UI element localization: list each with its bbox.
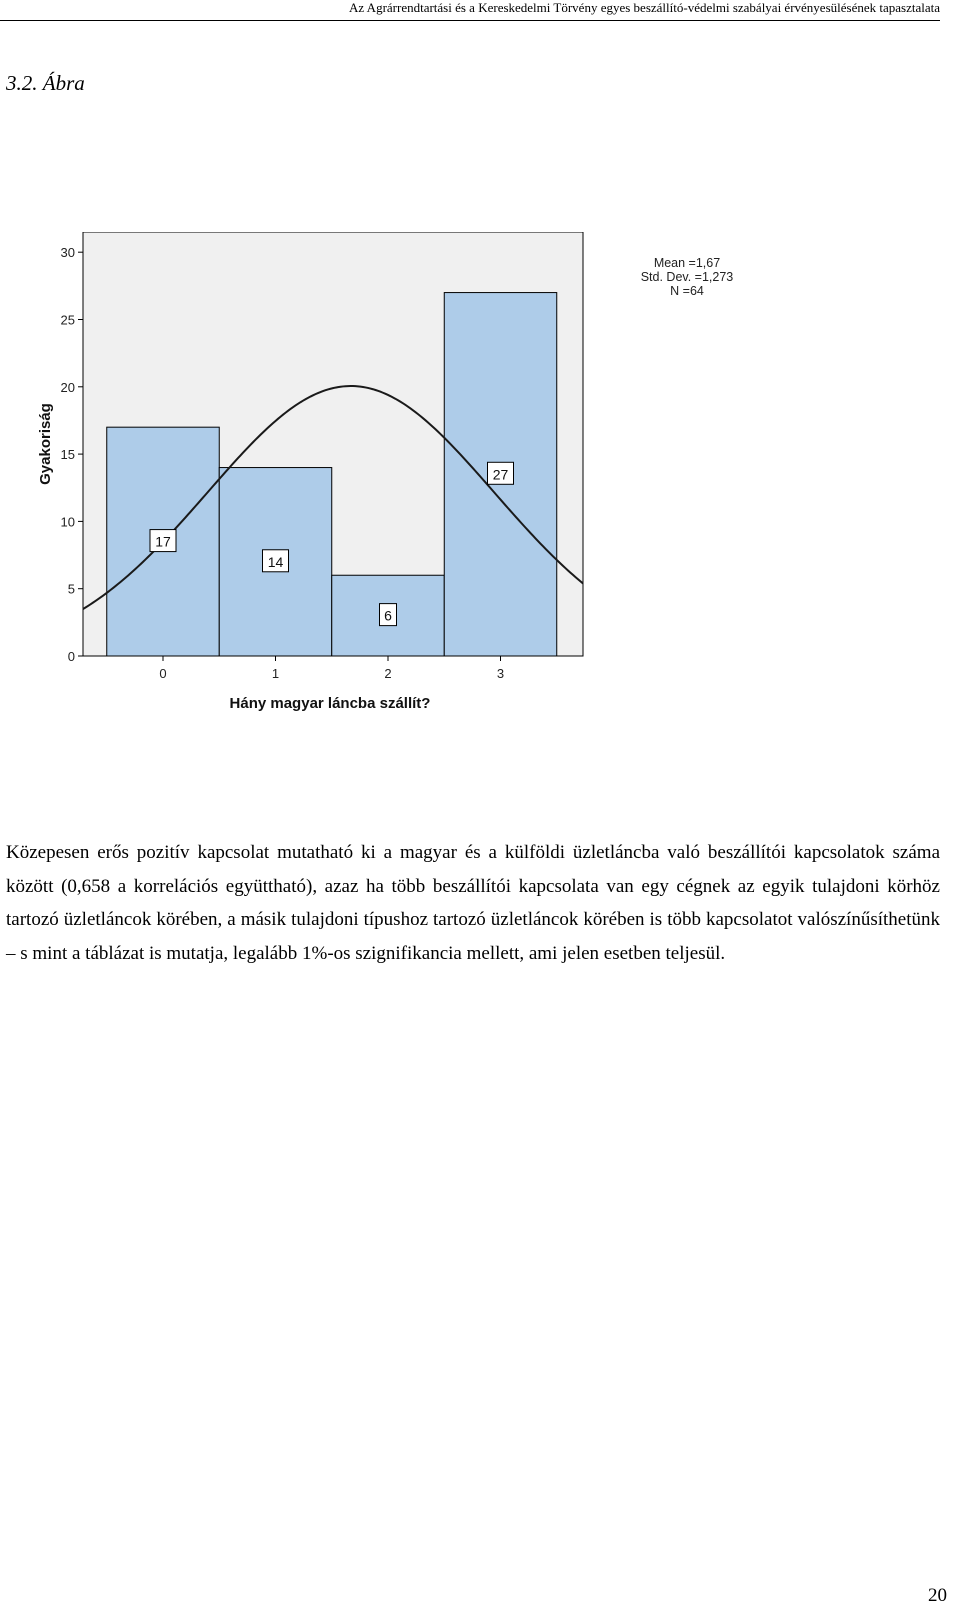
y-tick-label: 20 xyxy=(60,379,75,395)
figure-caption: 3.2. Ábra xyxy=(6,71,85,95)
body-paragraph: Közepesen erős pozitív kapcsolat mutatható ki a magyar és a külföldi üzletláncba való beszállítói kapcsolatok száma között (0,658 a korrelációs együttható), azaz ha több beszállítói kapcsolata van egy cégnek az egyik tulajdoni körhöz tartozó üzletláncok körében, a másik tulajdoni típushoz tartozó üzletláncok körében is több kapcsolatot valószínűsíthetünk – s mint a táblázat is mutatja, legalább 1%-os szignifikancia mellett, ami jelen esetben teljesül. xyxy=(6,842,940,964)
y-tick-label: 15 xyxy=(60,447,75,463)
data-label: 17 xyxy=(155,533,171,550)
running-header: Az Agrárrendtartási és a Kereskedelmi Törvény egyes beszállító-védelmi szabályai érvényesülésének tapasztalata xyxy=(0,0,940,21)
histogram-chart xyxy=(30,232,750,722)
y-tick-label: 25 xyxy=(60,312,75,328)
x-tick-label: 3 xyxy=(496,666,505,681)
stats-line: N =64 xyxy=(670,284,704,298)
page-number: 20 xyxy=(928,1585,947,1606)
stats-line: Mean =1,67 xyxy=(653,256,721,270)
stats-line: Std. Dev. =1,273 xyxy=(640,270,734,284)
y-axis-title: Gyakoriság xyxy=(37,403,54,485)
y-tick-label: 10 xyxy=(60,514,75,530)
y-axis xyxy=(61,245,83,664)
y-tick-label: 0 xyxy=(67,649,75,664)
data-label: 27 xyxy=(492,466,509,483)
x-tick-label: 1 xyxy=(271,666,280,681)
y-tick-label: 5 xyxy=(67,581,75,597)
data-label: 6 xyxy=(384,607,392,624)
x-axis-title: Hány magyar láncba szállít? xyxy=(229,695,431,712)
x-tick-label: 0 xyxy=(159,666,167,681)
y-tick-label: 30 xyxy=(60,245,75,261)
x-tick-label: 2 xyxy=(384,666,392,681)
data-label: 14 xyxy=(267,553,284,570)
stats-box xyxy=(641,256,734,298)
x-axis xyxy=(159,656,504,681)
